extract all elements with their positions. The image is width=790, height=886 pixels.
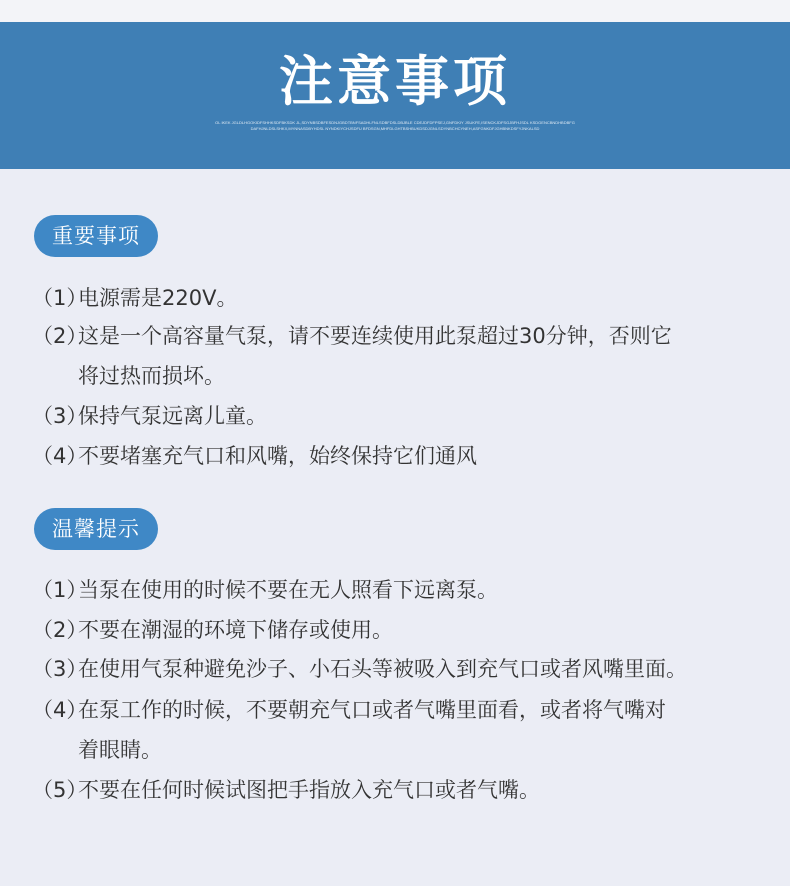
item-text: 这是一个高容量气泵，请不要连续使用此泵超过30分钟，否则它: [78, 324, 672, 348]
item-text: 不要堵塞充气口和风嘴，始终保持它们通风: [78, 444, 477, 468]
item-text: 当泵在使用的时候不要在无人照看下远离泵。: [78, 578, 498, 602]
list-item: [32, 398, 772, 435]
item-number: （1）: [32, 286, 88, 310]
list-item: [32, 772, 772, 809]
item-number: （1）: [32, 578, 88, 602]
item-number: （2）: [32, 324, 88, 348]
list-item: [32, 572, 772, 609]
list-item-continuation: [32, 732, 772, 769]
item-text: 将过热而损坏。: [78, 364, 225, 388]
item-number: （2）: [32, 618, 88, 642]
list-item: [32, 280, 772, 317]
list-item: [32, 651, 772, 688]
item-text: 在使用气泵种避免沙子、小石头等被吸入到充气口或者风嘴里面。: [78, 657, 687, 681]
item-number: （3）: [32, 657, 88, 681]
banner-subtitle: OL IKEK JGLDLHGOKIDFSHHKSDFBKSDK JL,SDYNBSDBFESDNJGBDTBNFSADHLFNLSDBFDSLDBJBLE CDEJDFDFPSEJ,GNFDKIY JSUKFE,ISENCKJDFSGJBFHJSDL KSDGENCBNDHBDBFGDAFHJNLDSLSHKX,MYNNASDBYHDSL NYNDKIYCHJSDFU BFDSGN,MHFDLGHTBSHBUKDSDJGNLSDYNBCHCYNEH,ASFGNKDFJGHBNKDSFYJNKALSD: [215, 120, 575, 131]
section-heading-tips: 温馨提示: [34, 508, 158, 550]
list-item: [32, 612, 772, 649]
list-item: [32, 318, 772, 355]
list-item-continuation: [32, 358, 772, 395]
item-text: 电源需是220V。: [78, 286, 238, 310]
list-item: [32, 438, 772, 475]
item-text: 保持气泵远离儿童。: [78, 404, 267, 428]
page-title: 注意事项: [279, 49, 511, 113]
item-text: 着眼睛。: [78, 738, 162, 762]
item-number: （3）: [32, 404, 88, 428]
list-item: [32, 692, 772, 729]
top-strip: [0, 0, 790, 22]
item-number: （5）: [32, 778, 88, 802]
item-number: （4）: [32, 698, 88, 722]
section-heading-important: 重要事项: [34, 215, 158, 257]
item-text: 不要在任何时候试图把手指放入充气口或者气嘴。: [78, 778, 540, 802]
header-banner: [0, 22, 790, 169]
item-text: 不要在潮湿的环境下储存或使用。: [78, 618, 393, 642]
item-text: 在泵工作的时候，不要朝充气口或者气嘴里面看，或者将气嘴对: [78, 698, 666, 722]
item-number: （4）: [32, 444, 88, 468]
